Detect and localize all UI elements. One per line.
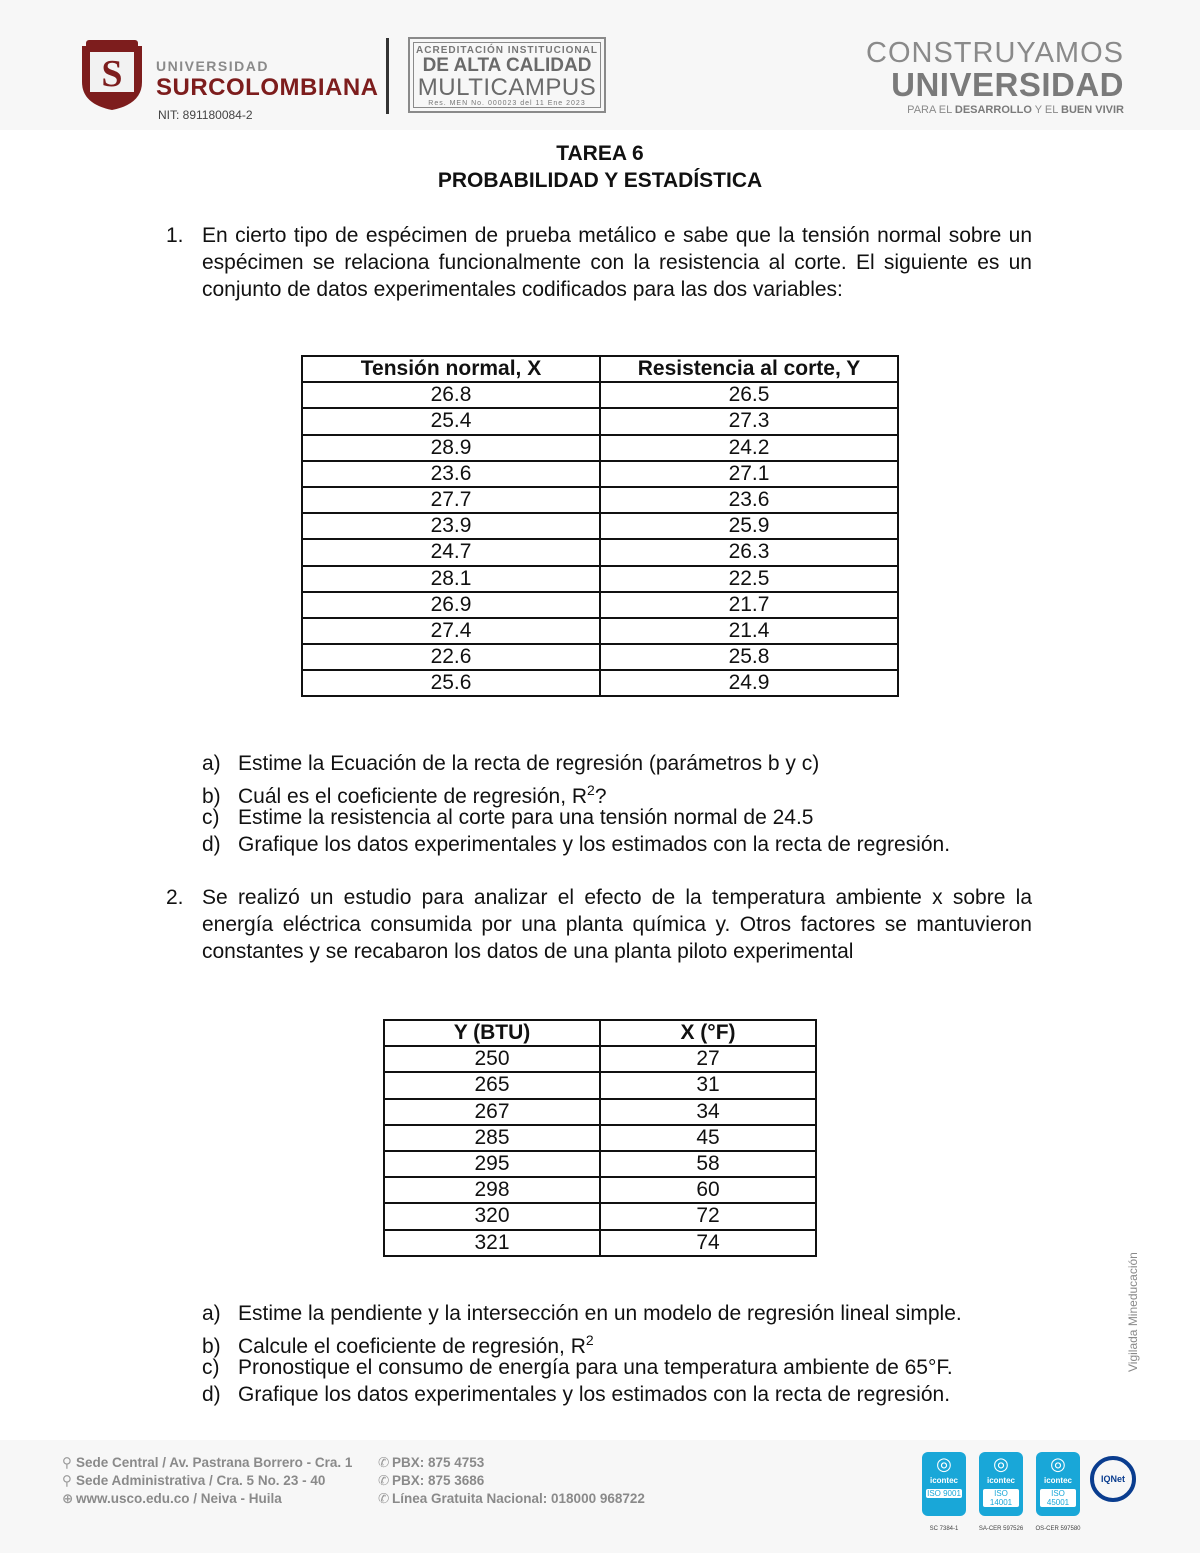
accreditation-line3: MULTICAMPUS <box>417 74 597 101</box>
table-row <box>302 539 898 565</box>
footer-addresses <box>62 1454 352 1508</box>
table-cell: 45 <box>600 1125 816 1151</box>
table-cell: 58 <box>600 1151 816 1177</box>
phone-icon: ✆ <box>378 1455 390 1470</box>
accreditation-line4: Res. MEN No. 000023 del 11 Ene 2023 <box>428 100 586 107</box>
table-cell: 321 <box>384 1230 600 1256</box>
page-header <box>0 0 1200 130</box>
footer-phone-2: ✆ PBX: 875 3686 <box>378 1473 485 1488</box>
table-header-y: Resistencia al corte, Y <box>600 356 898 382</box>
icontec-iso14001-badge: ◎ icontec ISO 14001 <box>979 1452 1023 1516</box>
table-cell: 27.3 <box>600 408 898 434</box>
university-name: SURCOLOMBIANA <box>156 74 379 101</box>
table-cell: 31 <box>600 1072 816 1098</box>
table-row <box>302 670 898 696</box>
table-cell: 25.8 <box>600 644 898 670</box>
table-header-x: X (°F) <box>600 1020 816 1046</box>
table-cell: 27.1 <box>600 461 898 487</box>
table-cell: 22.5 <box>600 566 898 592</box>
table-header-y: Y (BTU) <box>384 1020 600 1046</box>
q2-subquestion-b: b) Calcule el coeficiente de regresión, $R^2$ <box>202 1332 594 1358</box>
svg-text:S: S <box>101 53 123 95</box>
table-cell: 23.9 <box>302 513 600 539</box>
slogan-line2: UNIVERSIDAD <box>891 66 1124 103</box>
table-cell: 60 <box>600 1177 816 1203</box>
table-row <box>302 513 898 539</box>
table-cell: 74 <box>600 1230 816 1256</box>
slogan-line1: CONSTRUYAMOS <box>866 37 1124 69</box>
accreditation-badge <box>408 37 606 113</box>
table-row <box>302 461 898 487</box>
phone-icon: ✆ <box>378 1491 390 1506</box>
table-cell: 265 <box>384 1072 600 1098</box>
icontec-iso45001-badge: ◎ icontec ISO 45001 <box>1036 1452 1080 1516</box>
icontec-icon: ◎ <box>936 1454 952 1474</box>
table-header-row <box>384 1020 816 1046</box>
table-cell: 23.6 <box>302 461 600 487</box>
table-cell: 25.6 <box>302 670 600 696</box>
q1-subquestion-d: d) Grafique los datos experimentales y los estimados con la recta de regresión. <box>202 833 951 856</box>
footer-address-1: ⚲ Sede Central / Av. Pastrana Borrero - Cra. 1 <box>62 1455 353 1470</box>
table-cell: 24.2 <box>600 435 898 461</box>
university-shield-logo <box>78 38 146 112</box>
q2-subquestion-c: c) Pronostique el consumo de energía para una temperatura ambiente de 65°F. <box>202 1356 953 1379</box>
question-1-number: 1. <box>166 224 184 247</box>
iqnet-badge: IQNet <box>1090 1456 1136 1502</box>
table-cell: 34 <box>600 1099 816 1125</box>
slogan <box>866 38 1124 116</box>
table-row <box>302 644 898 670</box>
table-header-row <box>302 356 898 382</box>
table-header-x: Tensión normal, X <box>302 356 600 382</box>
accreditation-line2: DE ALTA CALIDAD <box>422 55 592 76</box>
accreditation-line1: ACREDITACIÓN INSTITUCIONAL <box>416 45 598 56</box>
slogan-line3: PARA EL DESARROLLO Y EL BUEN VIVIR <box>907 104 1124 116</box>
table-row <box>384 1046 816 1072</box>
location-pin-icon: ⚲ <box>62 1455 72 1470</box>
phone-icon: ✆ <box>378 1473 390 1488</box>
table-row <box>384 1099 816 1125</box>
question-2-text: Se realizó un estudio para analizar el efecto de la temperatura ambiente x sobre la energía eléctrica consumida por una planta química y. Otros factores se mantuvieron constantes y se recabaron los datos de una planta piloto experimental <box>202 886 1032 963</box>
icontec-iso9001-badge: ◎ icontec ISO 9001 <box>922 1452 966 1516</box>
q1-subquestion-b: b) Cuál es el coeficiente de regresión, $R^2$? <box>202 782 607 808</box>
table-row <box>302 618 898 644</box>
q1-subquestion-a: a) Estime la Ecuación de la recta de regresión (parámetros b y c) <box>202 752 820 775</box>
table-cell: 298 <box>384 1177 600 1203</box>
cert-code-1: SC 7384-1 <box>929 1526 959 1532</box>
footer-phones <box>378 1454 645 1508</box>
table-cell: 22.6 <box>302 644 600 670</box>
university-label: UNIVERSIDAD <box>156 58 269 74</box>
table-cell: 21.4 <box>600 618 898 644</box>
table-cell: 26.5 <box>600 382 898 408</box>
table-cell: 285 <box>384 1125 600 1151</box>
table-cell: 320 <box>384 1203 600 1229</box>
table-cell: 26.9 <box>302 592 600 618</box>
table-cell: 24.7 <box>302 539 600 565</box>
question-1-table <box>301 355 899 697</box>
question-2-number: 2. <box>166 886 184 909</box>
table-row <box>384 1177 816 1203</box>
table-row <box>302 487 898 513</box>
table-cell: 72 <box>600 1203 816 1229</box>
table-row <box>384 1072 816 1098</box>
globe-icon: ⊕ <box>62 1491 74 1506</box>
table-row <box>302 382 898 408</box>
footer-phone-1: ✆ PBX: 875 4753 <box>378 1455 485 1470</box>
table-cell: 26.8 <box>302 382 600 408</box>
table-cell: 27 <box>600 1046 816 1072</box>
table-cell: 25.9 <box>600 513 898 539</box>
table-row <box>302 408 898 434</box>
table-cell: 28.9 <box>302 435 600 461</box>
q2-subquestion-a: a) Estime la pendiente y la intersección en un modelo de regresión lineal simple. <box>202 1302 962 1325</box>
footer-phone-3: ✆ Línea Gratuita Nacional: 018000 968722 <box>378 1491 645 1506</box>
table-row <box>384 1203 816 1229</box>
header-divider <box>386 38 389 114</box>
table-cell: 27.7 <box>302 487 600 513</box>
table-cell: 24.9 <box>600 670 898 696</box>
table-cell: 295 <box>384 1151 600 1177</box>
q2-subquestion-d: d) Grafique los datos experimentales y los estimados con la recta de regresión. <box>202 1383 951 1406</box>
table-cell: 25.4 <box>302 408 600 434</box>
table-row <box>384 1151 816 1177</box>
table-row <box>384 1230 816 1256</box>
table-cell: 250 <box>384 1046 600 1072</box>
question-2-table <box>383 1019 817 1257</box>
table-row <box>302 592 898 618</box>
page-footer <box>0 1440 1200 1553</box>
document-subtitle: PROBABILIDAD Y ESTADÍSTICA <box>437 169 763 192</box>
footer-address-2: ⚲ Sede Administrativa / Cra. 5 No. 23 - 40 <box>62 1473 326 1488</box>
cert-code-2: SA-CER 597526 <box>978 1526 1024 1532</box>
table-cell: 26.3 <box>600 539 898 565</box>
question-1-text: En cierto tipo de espécimen de prueba metálico e sabe que la tensión normal sobre un espécimen se relaciona funcionalmente con la resistencia al corte. El siguiente es un conjunto de datos experimentales codificados para las dos variables: <box>202 224 1032 301</box>
vigilada-mineducacion-label: Vigilada Mineducación <box>1126 1252 1140 1372</box>
table-cell: 23.6 <box>600 487 898 513</box>
table-cell: 28.1 <box>302 566 600 592</box>
footer-website[interactable]: ⊕ www.usco.edu.co / Neiva - Huila <box>62 1491 282 1506</box>
table-cell: 267 <box>384 1099 600 1125</box>
document-title: TAREA 6 <box>556 142 644 165</box>
table-row <box>384 1125 816 1151</box>
nit-number: NIT: 891180084-2 <box>158 108 253 122</box>
cert-code-3: OS-CER 597580 <box>1035 1526 1081 1532</box>
icontec-icon: ◎ <box>1050 1454 1066 1474</box>
location-pin-icon: ⚲ <box>62 1473 72 1488</box>
q1-subquestion-c: c) Estime la resistencia al corte para una tensión normal de 24.5 <box>202 806 814 829</box>
table-row <box>302 435 898 461</box>
table-cell: 21.7 <box>600 592 898 618</box>
icontec-icon: ◎ <box>993 1454 1009 1474</box>
table-cell: 27.4 <box>302 618 600 644</box>
table-row <box>302 566 898 592</box>
